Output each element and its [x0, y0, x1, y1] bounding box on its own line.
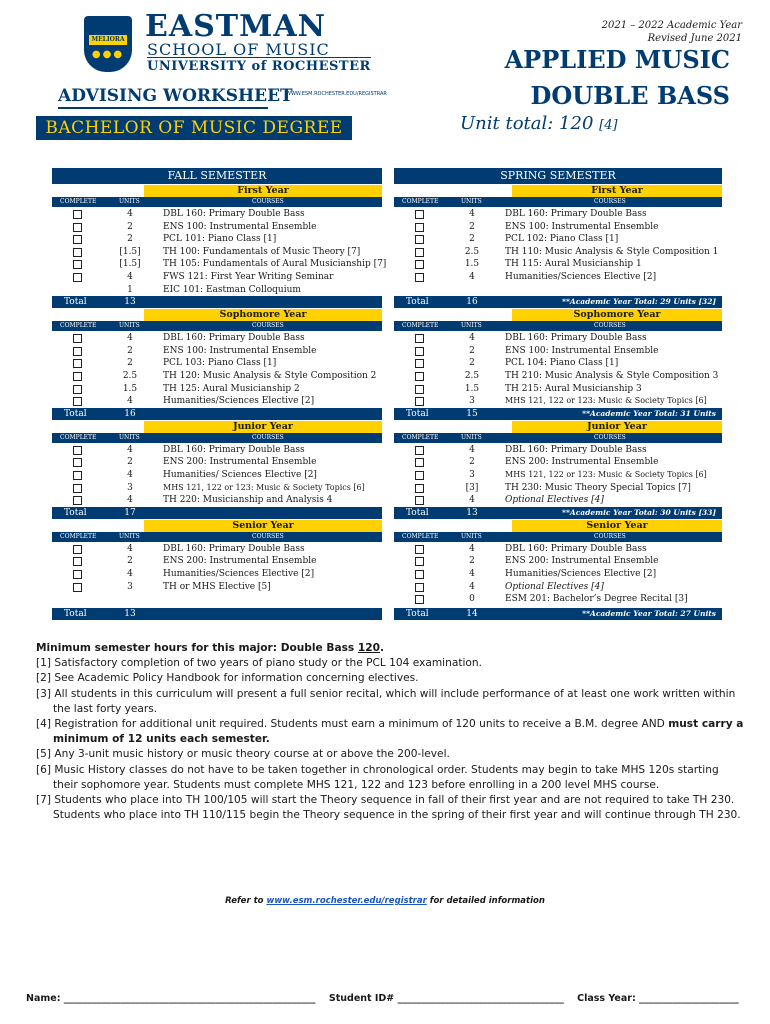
notes-heading: Minimum semester hours for this major: Double Bass 120.	[36, 642, 385, 654]
course-row	[394, 494, 722, 507]
advising-worksheet-title: ADVISING WORKSHEET	[58, 86, 293, 106]
total-units: 13 [16]	[462, 507, 482, 530]
complete-checkbox[interactable]	[73, 570, 82, 579]
col-complete: COMPLETE	[402, 198, 439, 205]
course-name: Humanities/Sciences Elective [2]	[505, 569, 657, 579]
col-courses: COURSES	[594, 198, 626, 205]
course-row	[394, 271, 722, 284]
course-units: 4	[127, 272, 133, 282]
degree-banner: BACHELOR OF MUSIC DEGREE	[36, 116, 352, 140]
column-header-spring	[394, 433, 722, 443]
course-units: 4	[469, 569, 475, 579]
course-row	[52, 581, 382, 594]
year-header-fall: Senior Year	[144, 520, 382, 532]
year-header-fall: Junior Year	[144, 421, 382, 433]
course-row	[394, 469, 722, 482]
year-header-spring: Junior Year	[512, 421, 722, 433]
academic-year: 2021 – 2022 Academic Year	[601, 20, 742, 31]
course-units: 4	[127, 209, 133, 219]
course-grid	[52, 168, 722, 619]
major-title	[505, 42, 730, 114]
unit-total	[460, 113, 618, 134]
course-row	[394, 233, 722, 246]
course-row	[52, 555, 382, 568]
logo-shield-icon: MELIORA ●●●	[84, 16, 132, 72]
course-name: ENS 100: Instrumental Ensemble	[505, 221, 659, 232]
course-row	[394, 395, 722, 408]
complete-checkbox[interactable]	[415, 595, 424, 604]
course-name: Humanities/Sciences Elective [2]	[505, 272, 657, 282]
total-row-fall	[52, 608, 382, 620]
complete-checkbox[interactable]	[415, 545, 424, 554]
col-courses: COURSES	[594, 322, 626, 330]
note-2: [2] See Academic Policy Handbook for information concerning electives.	[36, 672, 419, 685]
col-units: UNITS	[461, 322, 482, 330]
complete-checkbox[interactable]	[73, 545, 82, 554]
fall-semester-header: FALL SEMESTER	[52, 168, 382, 184]
total-label: Total	[406, 507, 429, 518]
course-units: 4	[127, 470, 133, 480]
course-units: 1.5	[464, 259, 480, 270]
column-header-fall	[52, 321, 382, 331]
logo-eastman: EASTMAN	[145, 9, 327, 44]
course-row	[52, 383, 382, 396]
course-name: PCL 104: Piano Class [1]	[505, 358, 619, 369]
total-label: Total	[64, 608, 87, 619]
course-name: ENS 200: Instrumental Ensemble	[505, 556, 659, 567]
logo-school: SCHOOL OF MUSIC	[147, 40, 330, 59]
course-name: ESM 201: Bachelor’s Degree Recital [3]	[505, 594, 688, 605]
course-units: 1.5	[464, 383, 480, 394]
year-header-spring: Sophomore Year	[512, 309, 722, 321]
course-row	[394, 258, 722, 271]
course-row	[52, 395, 382, 408]
col-units: UNITS	[119, 433, 140, 441]
academic-year-total: **Academic Year Total: 31 Units	[582, 408, 716, 418]
course-name: PCL 102: Piano Class [1]	[505, 234, 619, 245]
course-units: 2	[469, 457, 475, 468]
complete-checkbox[interactable]	[73, 397, 82, 406]
course-name: DBL 160: Primary Double Bass	[505, 543, 647, 554]
course-units: 0	[469, 594, 475, 605]
academic-year-total: **Academic Year Total: 30 Units [33]	[562, 507, 716, 517]
course-units: 4	[127, 333, 133, 344]
course-row	[52, 345, 382, 358]
course-name: DBL 160: Primary Double Bass	[163, 333, 305, 344]
course-row	[52, 543, 382, 556]
course-units: 4	[127, 569, 133, 579]
course-units: 2	[469, 234, 475, 245]
complete-checkbox[interactable]	[415, 496, 424, 505]
course-row	[394, 332, 722, 345]
course-row	[52, 233, 382, 246]
col-units: UNITS	[461, 433, 482, 441]
complete-checkbox[interactable]	[73, 471, 82, 480]
column-header-spring	[394, 321, 722, 331]
complete-checkbox[interactable]	[415, 347, 424, 356]
note-4: [4] Registration for additional unit required. Students must earn a minimum of 120 units to receive a B.M. degree AND must carry a minimum of 12 units each semester.	[36, 718, 744, 746]
title-underline	[58, 107, 268, 109]
course-units: 4	[469, 209, 475, 219]
course-row	[394, 370, 722, 383]
year-header-spring: Senior Year	[512, 520, 722, 532]
course-units: 4	[127, 444, 133, 455]
course-units: 2	[469, 556, 475, 567]
course-row	[394, 482, 722, 495]
course-units: 2	[127, 556, 133, 567]
major-line-1: APPLIED MUSIC	[504, 45, 730, 74]
total-row-spring	[394, 296, 722, 308]
revised-date: Revised June 2021	[647, 33, 742, 44]
course-name: TH 115: Aural Musicianship 1	[505, 259, 642, 270]
total-label: Total	[406, 408, 429, 419]
note-5: [5] Any 3-unit music history or music theory course at or above the 200-level.	[36, 748, 450, 761]
complete-checkbox[interactable]	[73, 273, 82, 282]
course-name: DBL 160: Primary Double Bass	[163, 444, 305, 455]
course-name: MHS 121, 122 or 123: Music & Society Topics [6]	[163, 482, 365, 492]
note-6: [6] Music History classes do not have to be taken together in chronological order. Students may begin to take MHS 120s starting their sophomore year. Students must complete MHS 121, 122 and 123 before enrolling in a 200 level MHS course.	[36, 763, 719, 791]
course-name: Optional Electives [4]	[505, 581, 604, 592]
total-units: 14	[466, 608, 478, 619]
course-units: 2	[469, 345, 475, 356]
course-name: DBL 160: Primary Double Bass	[505, 333, 647, 344]
course-name: ENS 100: Instrumental Ensemble	[163, 345, 317, 356]
col-complete: COMPLETE	[402, 433, 439, 441]
complete-checkbox[interactable]	[415, 484, 424, 493]
column-header-fall	[52, 433, 382, 443]
course-units: 2	[127, 457, 133, 468]
total-label: Total	[64, 297, 87, 308]
complete-checkbox[interactable]	[415, 397, 424, 406]
course-units: 4	[469, 444, 475, 455]
course-name: MHS 121, 122 or 123: Music & Society Topics [6]	[505, 470, 707, 479]
complete-checkbox[interactable]	[415, 458, 424, 467]
course-units: 2	[469, 221, 475, 232]
course-name: DBL 160: Primary Double Bass	[505, 444, 647, 455]
total-label: Total	[406, 297, 429, 308]
course-units: 2.5	[464, 246, 480, 257]
footnotes	[36, 641, 746, 823]
complete-checkbox[interactable]	[415, 583, 424, 592]
course-row	[394, 246, 722, 259]
course-name: TH 110: Music Analysis & Style Composition 1	[505, 246, 719, 257]
complete-checkbox[interactable]	[73, 359, 82, 368]
course-units: 3	[469, 470, 475, 480]
complete-checkbox[interactable]	[415, 570, 424, 579]
course-units: 2	[127, 234, 133, 245]
course-row	[52, 246, 382, 259]
name-field[interactable]: Name: _____________________________________________________	[26, 993, 316, 1004]
year-header-spring: First Year	[512, 185, 722, 197]
complete-checkbox[interactable]	[415, 235, 424, 244]
course-name: TH 100: Fundamentals of Music Theory [7]	[163, 246, 361, 257]
course-units: 1.5	[122, 383, 138, 394]
col-units: UNITS	[119, 532, 140, 540]
note-3: [3] All students in this curriculum will present a full senior recital, which will include performance of at least one work written within the last forty years.	[36, 687, 736, 715]
course-units: 2	[127, 358, 133, 369]
course-row	[52, 568, 382, 581]
course-units: 2	[127, 345, 133, 356]
complete-checkbox[interactable]	[73, 372, 82, 381]
course-row	[394, 357, 722, 370]
course-name: ENS 200: Instrumental Ensemble	[505, 457, 659, 468]
course-name: TH 125: Aural Musicianship 2	[163, 383, 300, 394]
complete-checkbox[interactable]	[73, 385, 82, 394]
course-name: Optional Electives [4]	[505, 495, 604, 506]
course-units: 4	[469, 543, 475, 554]
course-row	[52, 271, 382, 284]
course-row	[394, 568, 722, 581]
year-header-fall: Sophomore Year	[144, 309, 382, 321]
course-units: 4	[127, 543, 133, 554]
course-row	[52, 221, 382, 234]
course-row	[394, 581, 722, 594]
unit-total-label: Unit total: 120	[460, 113, 594, 134]
complete-checkbox[interactable]	[73, 248, 82, 257]
course-row	[394, 345, 722, 358]
course-units: 3	[469, 396, 475, 407]
complete-checkbox[interactable]	[73, 583, 82, 592]
total-row-fall	[52, 507, 382, 519]
course-name: TH 105: Fundamentals of Aural Musicianship [7]	[163, 259, 387, 270]
col-complete: COMPLETE	[60, 532, 97, 540]
course-name: TH or MHS Elective [5]	[163, 581, 271, 592]
course-row	[394, 456, 722, 469]
col-complete: COMPLETE	[60, 198, 97, 205]
course-row	[394, 221, 722, 234]
total-label: Total	[64, 408, 87, 419]
complete-checkbox[interactable]	[415, 273, 424, 282]
col-courses: COURSES	[252, 433, 284, 441]
course-name: ENS 100: Instrumental Ensemble	[505, 345, 659, 356]
column-header-spring	[394, 197, 722, 207]
complete-checkbox[interactable]	[73, 446, 82, 455]
course-units: 1	[127, 284, 133, 295]
small-url: WWW.ESM.ROCHESTER.EDU/REGISTRAR	[286, 91, 387, 97]
course-row	[394, 593, 722, 606]
course-units: 4	[127, 495, 133, 506]
course-units: 2.5	[464, 371, 480, 381]
course-row	[52, 258, 387, 271]
complete-checkbox[interactable]	[415, 372, 424, 381]
course-name: EIC 101: Eastman Colloquium	[163, 284, 301, 295]
course-units: 4	[469, 272, 475, 282]
logo-university: UNIVERSITY of ROCHESTER	[147, 59, 371, 74]
course-name: Humanities/ Sciences Elective [2]	[163, 470, 317, 480]
col-units: UNITS	[461, 532, 482, 540]
course-row	[52, 370, 382, 383]
course-units: 3	[127, 581, 133, 592]
course-name: ENS 200: Instrumental Ensemble	[163, 457, 317, 468]
total-label: Total	[64, 507, 87, 518]
academic-year-total: **Academic Year Total: 27 Units	[582, 608, 716, 618]
course-name: PCL 103: Piano Class [1]	[163, 358, 277, 369]
course-units: 2.5	[122, 371, 138, 381]
complete-checkbox[interactable]	[415, 359, 424, 368]
course-name: DBL 160: Primary Double Bass	[163, 543, 305, 554]
total-row-fall	[52, 408, 382, 420]
col-complete: COMPLETE	[60, 322, 97, 330]
logo-shield-band: MELIORA	[89, 35, 127, 45]
course-name: TH 210: Music Analysis & Style Composition 3	[505, 371, 719, 381]
course-row	[394, 555, 722, 568]
total-row-spring	[394, 408, 722, 420]
registrar-link[interactable]: www.esm.rochester.edu/registrar	[266, 896, 427, 906]
course-name: Humanities/Sciences Elective [2]	[163, 396, 315, 407]
complete-checkbox[interactable]	[415, 210, 424, 219]
course-row	[52, 284, 382, 297]
complete-checkbox[interactable]	[73, 496, 82, 505]
complete-checkbox[interactable]	[73, 235, 82, 244]
complete-checkbox[interactable]	[415, 223, 424, 232]
col-units: UNITS	[461, 198, 482, 205]
spring-semester-header: SPRING SEMESTER	[394, 168, 722, 184]
academic-year-total: **Academic Year Total: 29 Units [32]	[562, 297, 716, 307]
course-name: PCL 101: Piano Class [1]	[163, 234, 277, 245]
course-units: [3]	[465, 482, 479, 493]
course-units: 4	[127, 396, 133, 407]
col-units: UNITS	[119, 322, 140, 330]
course-units: 4	[469, 495, 475, 506]
complete-checkbox[interactable]	[415, 248, 424, 257]
course-row	[394, 543, 722, 556]
course-name: ENS 100: Instrumental Ensemble	[163, 221, 317, 232]
unit-total-note: [4]	[599, 118, 618, 133]
complete-checkbox[interactable]	[73, 458, 82, 467]
course-units: 2	[127, 221, 133, 232]
note-1: [1] Satisfactory completion of two years of piano study or the PCL 104 examination.	[36, 657, 482, 670]
course-units: 4	[469, 581, 475, 592]
complete-checkbox[interactable]	[415, 334, 424, 343]
complete-checkbox[interactable]	[415, 446, 424, 455]
complete-checkbox[interactable]	[415, 385, 424, 394]
complete-checkbox[interactable]	[415, 260, 424, 269]
course-row	[52, 482, 382, 495]
course-row	[52, 456, 382, 469]
total-units: 15	[466, 408, 478, 419]
course-row	[394, 284, 722, 297]
complete-checkbox[interactable]	[73, 260, 82, 269]
complete-checkbox[interactable]	[73, 347, 82, 356]
col-courses: COURSES	[252, 322, 284, 330]
course-row	[52, 332, 382, 345]
complete-checkbox[interactable]	[73, 484, 82, 493]
col-complete: COMPLETE	[402, 322, 439, 330]
complete-checkbox[interactable]	[415, 471, 424, 480]
student-id-field[interactable]: Student ID# ___________________________________	[328, 993, 564, 1004]
complete-checkbox[interactable]	[73, 557, 82, 566]
course-name: ENS 200: Instrumental Ensemble	[163, 556, 317, 567]
course-name: MHS 121, 122 or 123: Music & Society Topics [6]	[505, 396, 707, 406]
course-name: DBL 160: Primary Double Bass	[163, 209, 305, 219]
course-name: FWS 121: First Year Writing Seminar	[163, 272, 334, 282]
total-units: 13 [16]	[120, 297, 140, 320]
course-name: TH 230: Music Theory Special Topics [7]	[505, 482, 691, 493]
total-row-spring	[394, 608, 722, 620]
complete-checkbox[interactable]	[415, 557, 424, 566]
course-row	[394, 383, 722, 396]
major-line-2: DOUBLE BASS	[530, 81, 730, 110]
course-units: 4	[469, 333, 475, 344]
column-header-fall	[52, 532, 382, 542]
complete-checkbox[interactable]	[73, 334, 82, 343]
course-name: TH 220: Musicianship and Analysis 4	[163, 495, 333, 506]
column-header-spring	[394, 532, 722, 542]
col-units: UNITS	[119, 198, 140, 205]
course-row	[52, 469, 382, 482]
course-name: Humanities/Sciences Elective [2]	[163, 569, 315, 579]
total-units: 16	[124, 408, 136, 419]
col-courses: COURSES	[252, 532, 284, 540]
note-7: [7] Students who place into TH 100/105 will start the Theory sequence in fall of their first year and are not required to take TH 230. Students who place into TH 110/115 begin the Theory sequence in the spring of their first year and will continue through TH 230.	[36, 794, 741, 822]
column-header-fall	[52, 197, 382, 207]
complete-checkbox[interactable]	[73, 223, 82, 232]
total-label: Total	[406, 608, 429, 619]
signature-line	[26, 993, 746, 1004]
total-units: 13	[124, 608, 136, 619]
course-name: DBL 160: Primary Double Bass	[505, 209, 647, 219]
course-row	[394, 208, 722, 221]
col-courses: COURSES	[594, 532, 626, 540]
course-row	[52, 444, 382, 457]
year-header-fall: First Year	[144, 185, 382, 197]
course-row	[52, 494, 382, 507]
course-units: [1.5]	[119, 259, 141, 270]
col-complete: COMPLETE	[402, 532, 439, 540]
col-courses: COURSES	[252, 198, 284, 205]
total-units: 17	[124, 507, 136, 518]
total-units: 16	[466, 297, 478, 308]
course-name: TH 120: Music Analysis & Style Composition 2	[163, 371, 377, 381]
course-units: 3	[127, 482, 133, 493]
class-year-field[interactable]: Class Year: _____________________	[577, 993, 739, 1004]
complete-checkbox[interactable]	[73, 210, 82, 219]
course-units: 2	[469, 358, 475, 369]
course-row	[52, 208, 382, 221]
course-row	[394, 444, 722, 457]
course-row	[52, 357, 382, 370]
course-name: TH 215: Aural Musicianship 3	[505, 383, 642, 394]
col-courses: COURSES	[594, 433, 626, 441]
course-row	[52, 593, 382, 606]
col-complete: COMPLETE	[60, 433, 97, 441]
course-units: [1.5]	[119, 246, 141, 257]
refer-line: Refer to www.esm.rochester.edu/registrar for detailed information	[225, 896, 545, 906]
